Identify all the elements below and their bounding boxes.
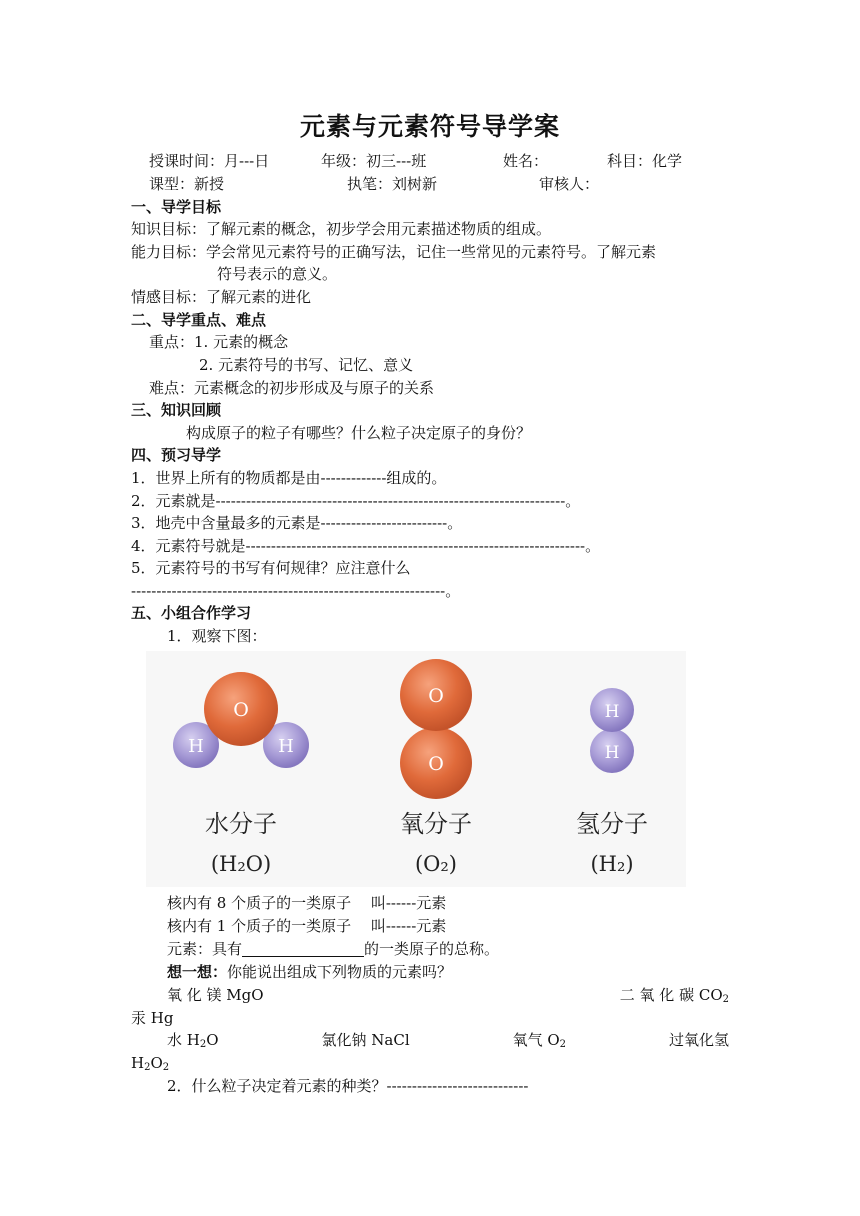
molecule-formula: (H₂O) bbox=[210, 852, 272, 876]
preview-item-5-answer-line: --------------------------------------------------------------。 bbox=[131, 582, 461, 600]
subscript: 2 bbox=[722, 994, 729, 1005]
formula-part: H bbox=[131, 1054, 145, 1072]
preview-item-4: 4．元素符号就是-------------------------------------------------------------------。 bbox=[131, 537, 601, 555]
subject: 科目：化学 bbox=[607, 152, 683, 170]
section-heading-group-study: 五、小组合作学习 bbox=[131, 604, 252, 622]
goal-emotion: 情感目标：了解元素的进化 bbox=[131, 288, 312, 306]
atom-label: O bbox=[233, 699, 249, 721]
section-heading-goals: 一、导学目标 bbox=[131, 198, 222, 216]
substance-co2 bbox=[620, 985, 729, 1010]
element-definition bbox=[167, 939, 499, 959]
molecule-figure bbox=[146, 651, 686, 887]
page-title: 元素与元素符号导学案 bbox=[299, 112, 560, 141]
molecule-diagram bbox=[146, 651, 686, 887]
key-point-1: 重点：1. 元素的概念 bbox=[149, 333, 289, 351]
atom-label: O bbox=[428, 753, 444, 775]
goal-knowledge: 知识目标：了解元素的概念，初步学会用元素描述物质的组成。 bbox=[131, 220, 552, 238]
goal-ability-cont: 符号表示的意义。 bbox=[217, 265, 338, 283]
oxygen-element-blank: 核内有 8 个质子的一类原子 叫------元素 bbox=[167, 894, 447, 912]
atom-label: H bbox=[188, 736, 204, 757]
subscript: 2 bbox=[559, 1039, 567, 1050]
substance-row-1 bbox=[167, 985, 729, 1010]
substance-text: 氧气 O bbox=[512, 1031, 560, 1049]
definition-prefix: 元素：具有 bbox=[167, 940, 243, 958]
review-question: 构成原子的粒子有哪些？什么粒子决定原子的身份？ bbox=[186, 424, 532, 442]
formula-part: O bbox=[150, 1054, 163, 1072]
atom-label: H bbox=[278, 736, 294, 757]
difficult-point: 难点：元素概念的初步形成及与原子的关系 bbox=[149, 379, 435, 397]
lesson-type: 课型：新授 bbox=[149, 175, 225, 193]
author: 执笔：刘树新 bbox=[347, 175, 438, 193]
molecule-formula: (H₂) bbox=[590, 852, 634, 876]
observe-instruction: 1．观察下图： bbox=[167, 627, 267, 645]
subscript: 2 bbox=[162, 1062, 170, 1073]
substance-text: 水 H bbox=[167, 1031, 200, 1049]
atom-label: H bbox=[604, 743, 620, 763]
student-name-label: 姓名： bbox=[503, 152, 549, 170]
water-molecule bbox=[173, 672, 309, 876]
goal-ability: 能力目标：学会常见元素符号的正确写法，记住一些常见的元素符号。了解元素 bbox=[131, 243, 657, 261]
preview-item-3: 3．地壳中含量最多的元素是-------------------------。 bbox=[131, 514, 463, 532]
think-text: 你能说出组成下列物质的元素吗？ bbox=[227, 963, 453, 981]
grade: 年级：初三---班 bbox=[321, 152, 427, 170]
hydrogen-element-blank: 核内有 1 个质子的一类原子 叫------元素 bbox=[167, 917, 447, 935]
molecule-name: 氧分子 bbox=[400, 810, 472, 838]
think-label: 想一想： bbox=[167, 963, 228, 981]
substance-hydrogen-peroxide: 过氧化氢 bbox=[668, 1031, 729, 1049]
think-prompt bbox=[167, 962, 452, 982]
key-point-2: 2. 元素符号的书写、记忆、意义 bbox=[199, 356, 414, 374]
substance-co2-text: 二 氧 化 碳 CO bbox=[619, 986, 723, 1004]
substance-mgo: 氧 化 镁 MgO bbox=[167, 986, 264, 1004]
definition-suffix: 的一类原子的总称。 bbox=[364, 940, 500, 958]
molecule-formula: (O₂) bbox=[414, 852, 458, 876]
atom-label: O bbox=[428, 685, 444, 707]
reviewer-label: 审核人： bbox=[539, 175, 600, 193]
substance-h2o2-formula bbox=[131, 1053, 169, 1078]
section-heading-preview: 四、预习导学 bbox=[131, 446, 222, 464]
section-heading-keypoints: 二、导学重点、难点 bbox=[131, 311, 267, 329]
class-time: 授课时间：月---日 bbox=[149, 152, 270, 170]
molecule-name: 水分子 bbox=[205, 810, 277, 838]
question-element-type: 2．什么粒子决定着元素的种类？---------------------------- bbox=[167, 1077, 529, 1095]
section-heading-review: 三、知识回顾 bbox=[131, 401, 222, 419]
substance-water bbox=[167, 1030, 219, 1055]
molecule-name: 氢分子 bbox=[576, 810, 648, 838]
substance-oxygen-gas bbox=[513, 1030, 566, 1055]
preview-item-2: 2．元素就是---------------------------------------------------------------------。 bbox=[131, 492, 581, 510]
oxygen-molecule bbox=[400, 659, 472, 876]
preview-item-1: 1．世界上所有的物质都是由-------------组成的。 bbox=[131, 469, 447, 487]
subscript: 2 bbox=[144, 1062, 151, 1073]
hydrogen-molecule bbox=[576, 688, 648, 876]
atom-label: H bbox=[604, 702, 620, 722]
substance-nacl: 氯化钠 NaCl bbox=[321, 1031, 410, 1049]
substance-text: O bbox=[206, 1031, 219, 1049]
preview-item-5: 5．元素符号的书写有何规律？应注意什么 bbox=[131, 559, 411, 577]
definition-blank[interactable] bbox=[242, 940, 364, 957]
substance-hg: 汞 Hg bbox=[131, 1009, 174, 1027]
subscript: 2 bbox=[199, 1039, 207, 1050]
substance-row-3 bbox=[167, 1030, 729, 1055]
